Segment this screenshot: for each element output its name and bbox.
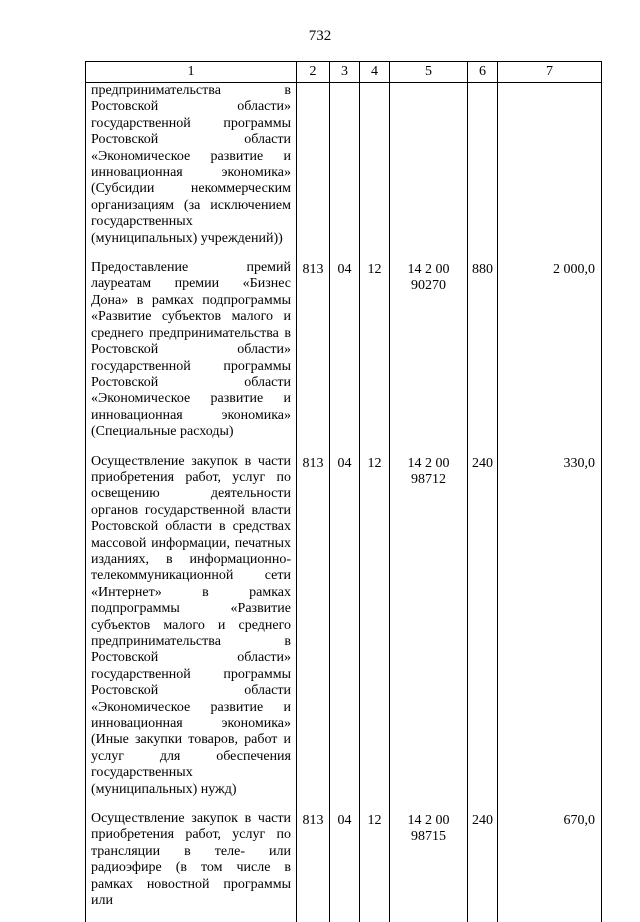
column-header: 5 bbox=[390, 62, 468, 83]
target-article-code: 14 2 00 98712 bbox=[390, 453, 468, 811]
column-header: 1 bbox=[86, 62, 297, 83]
section-code: 04 bbox=[330, 453, 360, 811]
row-description: Осуществление закупок в части приобретения работ, услуг по трансляции в теле- или радиоэфире (в том числе в рамках новостной программы или bbox=[86, 810, 297, 921]
amount: 2 000,0 bbox=[498, 259, 602, 452]
page-number: 732 bbox=[308, 28, 332, 44]
amount: 330,0 bbox=[498, 453, 602, 811]
expense-type-code: 240 bbox=[468, 453, 498, 811]
column-header: 2 bbox=[297, 62, 330, 83]
amount: 670,0 bbox=[498, 810, 602, 921]
section-code bbox=[330, 83, 360, 260]
column-header: 4 bbox=[360, 62, 390, 83]
subsection-code: 12 bbox=[360, 453, 390, 811]
ministry-code: 813 bbox=[297, 453, 330, 811]
row-description: Осуществление закупок в части приобретения работ, услуг по освещению деятельности органов государственной власти Ростовской области в средствах массовой информации, печатных изданиях, в информационно-телекоммуникационной сети «Интернет» в рамках подпрограммы «Развитие субъектов малого и среднего предпринимательства в Ростовской области» государственной программы Ростовской области «Экономическое развитие и инновационная экономика» (Иные закупки товаров, работ и услуг для обеспечения государственных (муниципальных) нужд) bbox=[86, 453, 297, 811]
row-description: предпринимательства в Ростовской области» государственной программы Ростовской области «Экономическое развитие и инновационная экономика» (Субсидии некоммерческим организациям (за исключением государственных (муниципальных) учреждений)) bbox=[86, 83, 297, 260]
table-row bbox=[86, 83, 602, 260]
row-description: Предоставление премий лауреатам премии «Бизнес Дона» в рамках подпрограммы «Развитие субъектов малого и среднего предпринимательства в Ростовской области» государственной программы Ростовской области «Экономическое развитие и инновационная экономика» (Специальные расходы) bbox=[86, 259, 297, 452]
section-code: 04 bbox=[330, 259, 360, 452]
target-article-code bbox=[390, 83, 468, 260]
expense-type-code bbox=[468, 83, 498, 260]
subsection-code bbox=[360, 83, 390, 260]
subsection-code: 12 bbox=[360, 259, 390, 452]
table-row bbox=[86, 453, 602, 811]
table-row bbox=[86, 259, 602, 452]
ministry-code: 813 bbox=[297, 259, 330, 452]
table-header-row bbox=[86, 62, 602, 83]
amount bbox=[498, 83, 602, 260]
budget-table bbox=[85, 61, 602, 922]
subsection-code: 12 bbox=[360, 810, 390, 921]
ministry-code bbox=[297, 83, 330, 260]
column-header: 3 bbox=[330, 62, 360, 83]
expense-type-code: 240 bbox=[468, 810, 498, 921]
column-header: 7 bbox=[498, 62, 602, 83]
ministry-code: 813 bbox=[297, 810, 330, 921]
target-article-code: 14 2 00 90270 bbox=[390, 259, 468, 452]
column-header: 6 bbox=[468, 62, 498, 83]
section-code: 04 bbox=[330, 810, 360, 921]
expense-type-code: 880 bbox=[468, 259, 498, 452]
target-article-code: 14 2 00 98715 bbox=[390, 810, 468, 921]
